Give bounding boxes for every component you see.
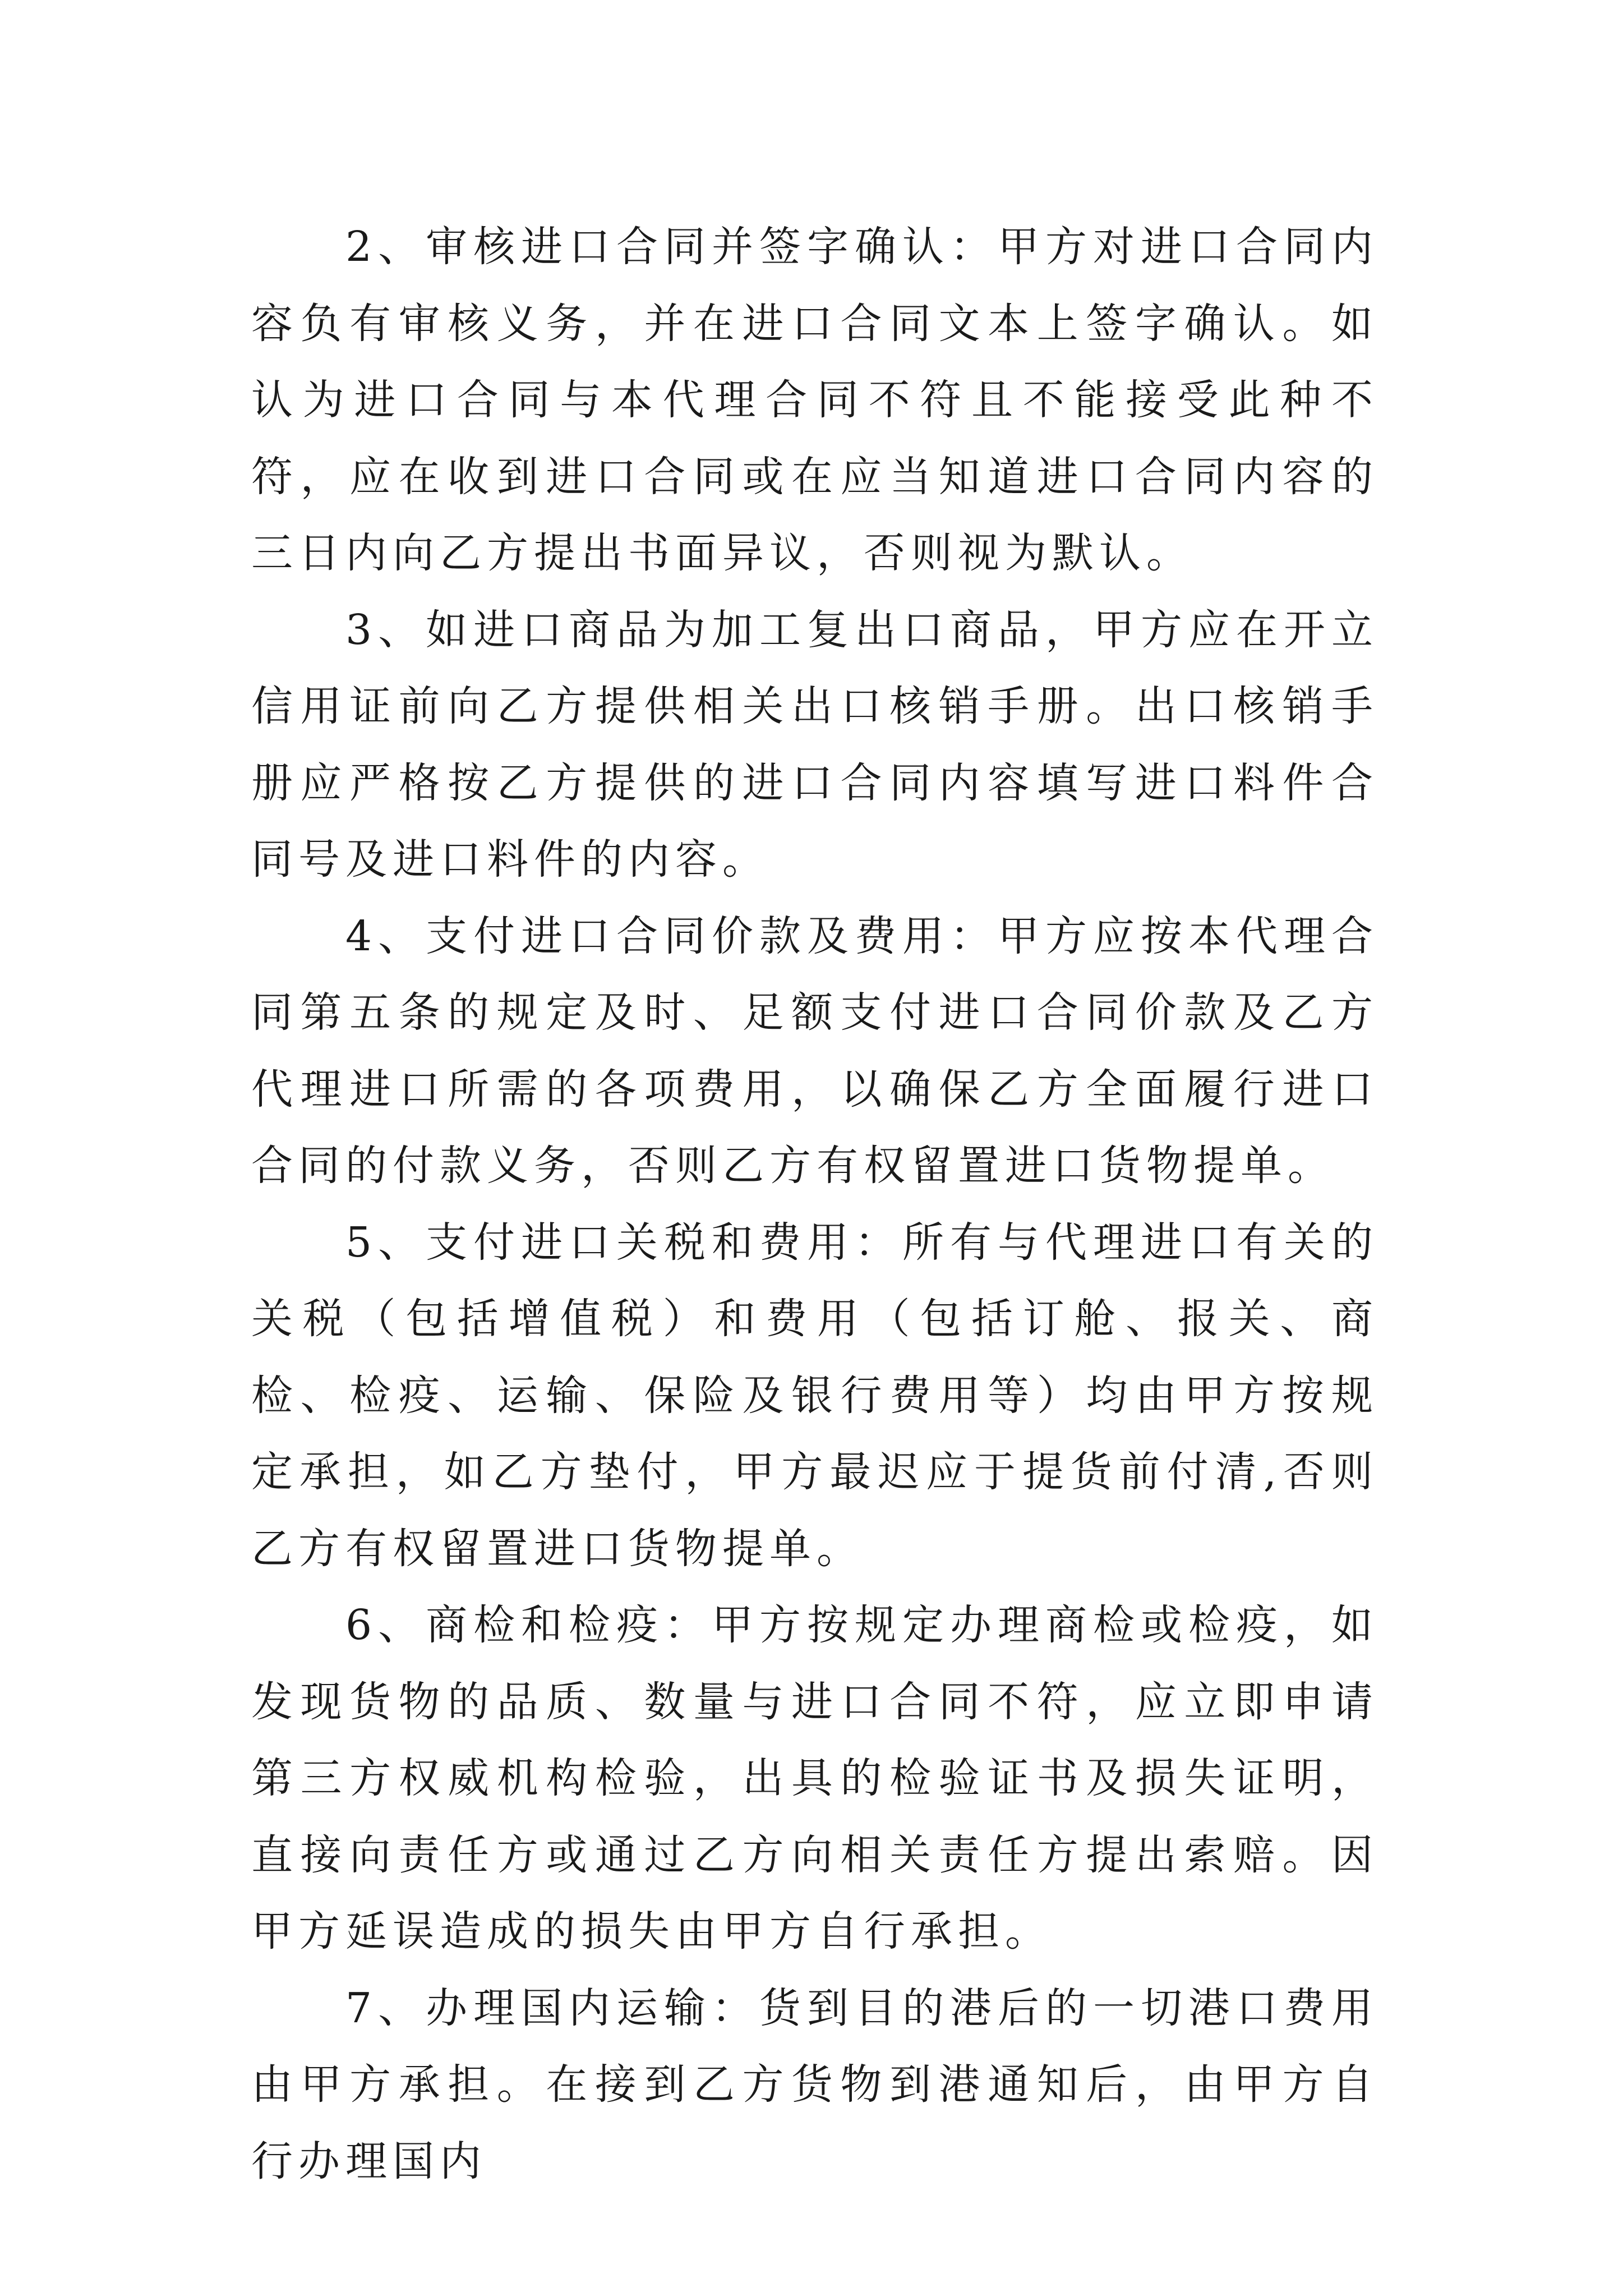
- clause-5-paragraph: 5、支付进口关税和费用：所有与代理进口有关的关税（包括增值税）和费用（包括订舱、报关、商检、检疫、运输、保险及银行费用等）均由甲方按规定承担，如乙方垫付，甲方最迟应于提货前付清,否则乙方有权留置进口货物提单。: [251, 1218, 1378, 1573]
- clause-2-paragraph: 2、审核进口合同并签字确认：甲方对进口合同内容负有审核义务，并在进口合同文本上签字确认。如认为进口合同与本代理合同不符且不能接受此种不符，应在收到进口合同或在应当知道进口合同内容的三日内向乙方提出书面异议，否则视为默认。: [251, 223, 1378, 577]
- clause-7-paragraph: 7、办理国内运输：货到目的港后的一切港口费用由甲方承担。在接到乙方货物到港通知后，由甲方自行办理国内: [251, 1984, 1378, 2185]
- document-body: [251, 209, 1378, 2200]
- clause-6-paragraph: 6、商检和检疫：甲方按规定办理商检或检疫，如发现货物的品质、数量与进口合同不符，应立即申请第三方权威机构检验，出具的检验证书及损失证明，直接向责任方或通过乙方向相关责任方提出索赔。因甲方延误造成的损失由甲方自行承担。: [251, 1601, 1378, 1955]
- clause-4-paragraph: 4、支付进口合同价款及费用：甲方应按本代理合同第五条的规定及时、足额支付进口合同价款及乙方代理进口所需的各项费用，以确保乙方全面履行进口合同的付款义务，否则乙方有权留置进口货物提单。: [251, 912, 1378, 1190]
- clause-3-paragraph: 3、如进口商品为加工复出口商品，甲方应在开立信用证前向乙方提供相关出口核销手册。出口核销手册应严格按乙方提供的进口合同内容填写进口料件合同号及进口料件的内容。: [251, 605, 1378, 884]
